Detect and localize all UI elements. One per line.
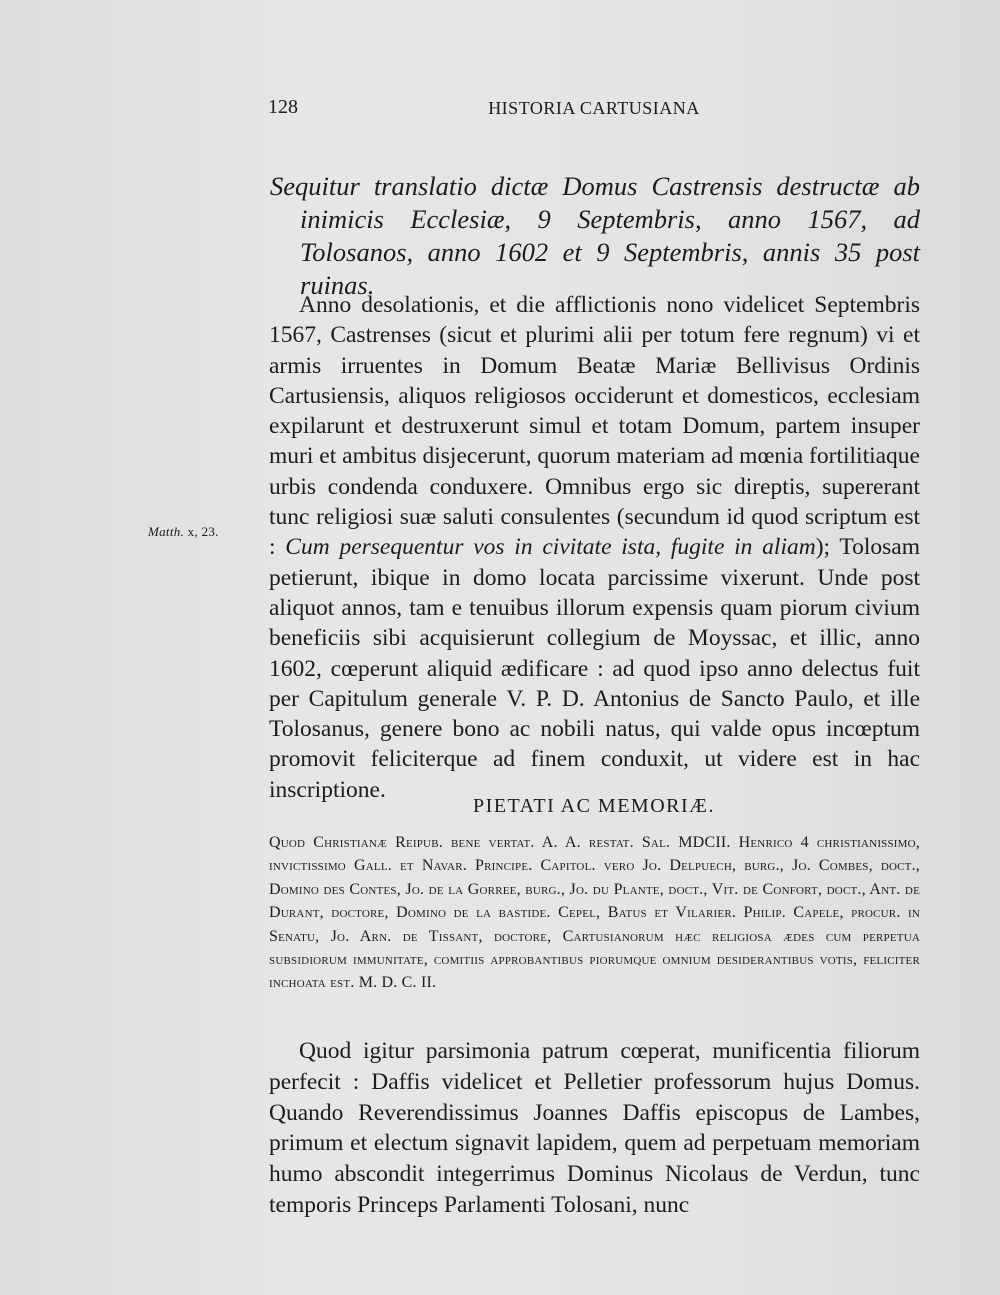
margin-reference [148, 524, 219, 540]
margin-reference-book: Matth. [148, 524, 185, 539]
scripture-quote: Cum persequentur vos in civitate ista, fugite in aliam [285, 534, 816, 561]
paragraph-desolation [269, 290, 920, 805]
paragraph-text-continued: ); Tolosam petierunt, ibique in domo locata parcissime vixerunt. Unde post aliquot annos, tam e tenuibus illorum expensis quam piorum civium beneficiis sibi acquisierunt collegium de Moyssac, et illic, anno 1602, cœperunt aliquid ædificare : ad quod ipso anno delectus fuit per Capitulum generale V. P. D. Antonius de Sancto Paulo, et ille Tolosanus, genere bono ac nobili natus, qui valde opus incœptum promovit feliciterque ad finem conduxit, ut videre est in hac inscriptione. [269, 534, 920, 803]
inscription-text: Quod Christianæ Reipub. bene vertat. A. A. restat. Sal. MDCII. Henrico 4 christianissimo, invictissimo Gall. et Navar. Principe. Capitol. vero Jo. Delpuech, burg., Jo. Combes, doct., Domino des Contes, Jo. de la Gorree, burg., Jo. du Plante, doct., Vit. de Confort, doct., Ant. de Durant, doctore, Domino de la bastide. Cepel, Batus et Vilarier. Philip. Capele, procur. in Senatu, Jo. Arn. de Tissant, doctore, Cartusianorum hæc religiosa ædes cum perpetua subsidiorum immunitate, comitiis approbantibus piorumque omnium desiderantibus votis, feliciter inchoata est. M. D. C. II. [269, 834, 920, 992]
paragraph-munificence: Quod igitur parsimonia patrum cœperat, munificentia filiorum perfecit : Daffis videlicet et Pelletier professorum hujus Domus. Quando Reverendissimus Joannes Daffis episcopus de Lambes, primum et electum signavit lapidem, quem ad perpetuam memoriam humo abscondit integerrimus Dominus Nicolaus de Verdun, tunc temporis Princeps Parlamenti Tolosani, nunc [269, 1038, 920, 1218]
page-header [268, 96, 920, 120]
page-number: 128 [268, 96, 298, 118]
section-subtitle: Sequitur translatio dictæ Domus Castrensis destructæ ab inimicis Ecclesiæ, 9 Septembris, anno 1567, ad Tolosanos, anno 1602 et 9 Septembris, annis 35 post ruinas. [270, 171, 920, 300]
margin-reference-verse: x, 23. [187, 524, 219, 539]
running-title: HISTORIA CARTUSIANA [488, 98, 700, 118]
inscription-title: PIETATI AC MEMORIÆ. [473, 795, 715, 817]
paragraph-text: Anno desolationis, et die afflictionis nono videlicet Septembris 1567, Castrenses (sicut et plurimi alii per totum fere regnum) vi et armis irruentes in Domum Beatæ Mariæ Bellivisus Ordinis Cartusiensis, aliquos religiosos occiderunt et domesticos, ecclesiam expilarunt et destruxerunt simul et totam Domum, partem insuper muri et ambitus disjecerunt, quorum materiam ad mœnia fortilitiaque urbis condenda conduxere. Omnibus ergo sic direptis, supererant tunc religiosi suæ saluti consulentes (secundum id quod scriptum est : [269, 292, 920, 561]
